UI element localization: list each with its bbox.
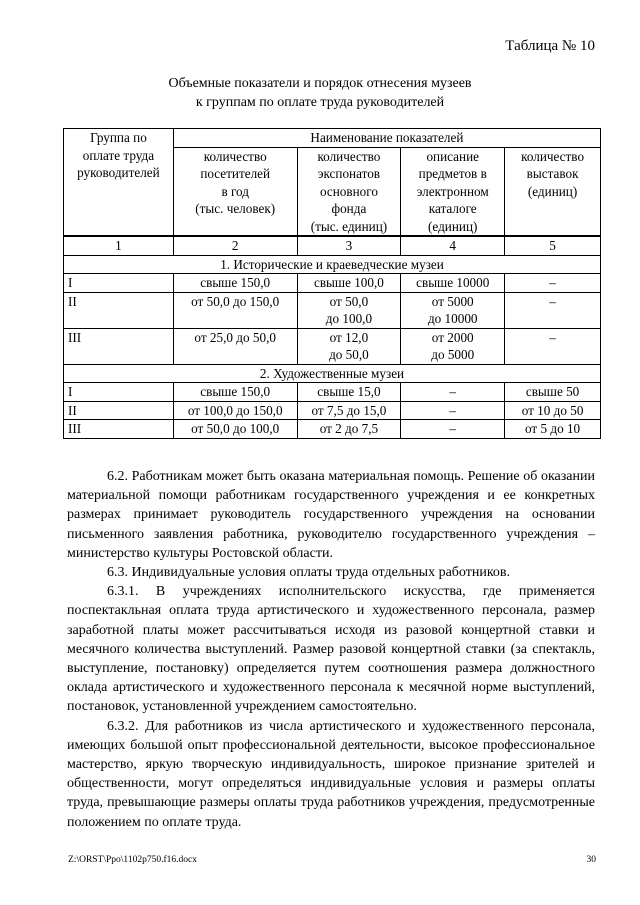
header-col4	[401, 147, 505, 236]
cell-line: от 5000	[431, 293, 474, 309]
value-cell	[401, 292, 505, 328]
value-cell	[505, 420, 601, 439]
header-text: (тыс. человек)	[195, 201, 276, 216]
header-indicators-cell: Наименование показателей	[173, 129, 600, 148]
column-number: 5	[505, 236, 601, 255]
header-text: Группа по	[90, 130, 147, 145]
value-cell	[173, 420, 297, 439]
museum-groups-table	[63, 128, 601, 439]
header-text: выставок	[526, 166, 579, 181]
value-cell	[401, 274, 505, 293]
value-cell	[297, 401, 401, 420]
cell-line: –	[549, 293, 556, 309]
title-line: Объемные показатели и порядок отнесения музеев	[168, 76, 472, 91]
cell-line: –	[449, 402, 457, 418]
group-cell: III	[64, 328, 174, 364]
table-number: Таблица № 10	[505, 38, 595, 54]
table-title	[0, 74, 640, 112]
footer-file-path: Z:\ORST\Ppo\1102p750.f16.docx	[68, 855, 197, 865]
cell-line: до 50,0	[329, 347, 369, 362]
header-text: предметов в	[418, 166, 487, 181]
cell-line: от 12,0	[329, 329, 369, 345]
header-text: описание	[426, 148, 479, 164]
group-cell: II	[64, 292, 174, 328]
header-text: количество	[521, 148, 585, 164]
column-number: 4	[401, 236, 505, 255]
value-cell	[505, 328, 601, 364]
value-cell	[173, 292, 297, 328]
cell-line: свыше 50	[525, 384, 580, 399]
header-text: в год	[221, 183, 249, 199]
cell-line: от 10 до 50	[521, 402, 584, 418]
value-cell	[505, 274, 601, 293]
header-text: количество	[203, 148, 267, 164]
value-cell	[297, 328, 401, 364]
table-row	[64, 420, 601, 439]
section-title: 1. Исторические и краеведческие музеи	[64, 255, 601, 274]
footer-page-number: 30	[586, 855, 596, 865]
section-title: 2. Художественные музеи	[64, 364, 601, 383]
cell-line: от 25,0 до 50,0	[194, 329, 276, 345]
cell-line: до 100,0	[325, 311, 373, 326]
header-col5	[505, 147, 601, 236]
title-line: к группам по оплате труда руководителей	[195, 95, 445, 110]
table-row	[64, 292, 601, 328]
header-col2	[173, 147, 297, 236]
paragraph: 6.3.1. В учреждениях исполнительского искусства, где применяется поспектакльная оплата труда артистического и художественного персонала, размер заработной платы может рассчитываться исходя из разовой концертной ставки и месячного количества выступлений. Размер разовой концертной ставки (за спектакль, выступление, постановку) определяется путем соотношения размера должностного оклада артистического и художественного персонала к месячной норме выступлений, постановок, установленной учреждением самостоятельно.	[67, 584, 595, 715]
value-cell	[401, 401, 505, 420]
value-cell	[173, 328, 297, 364]
cell-line: от 2000	[431, 329, 474, 345]
cell-line: от 5 до 10	[524, 421, 581, 436]
value-cell	[505, 292, 601, 328]
value-cell	[173, 383, 297, 402]
value-cell	[401, 383, 505, 402]
cell-line: от 100,0 до 150,0	[187, 402, 283, 418]
cell-line: до 10000	[427, 311, 478, 326]
cell-line: от 2 до 7,5	[319, 421, 379, 436]
section-row	[64, 364, 601, 383]
paragraph: 6.2. Работникам может быть оказана материальная помощь. Решение об оказании материальной помощи работникам государственного учреждения и ее конкретных размерах принимает руководитель государственного учреждения на основании письменного заявления работника, руководителю государственного учреждения – министерство культуры Ростовской области.	[67, 469, 595, 561]
body-text	[67, 467, 595, 832]
cell-line: свыше 150,0	[200, 275, 271, 290]
value-cell	[401, 328, 505, 364]
column-number: 2	[173, 236, 297, 255]
value-cell	[297, 383, 401, 402]
table-row	[64, 383, 601, 402]
paragraph: 6.3.2. Для работников из числа артистического и художественного персонала, имеющих большой опыт профессиональной деятельности, высокое профессиональное мастерство, яркую творческую индивидуальность, широкое признание зрителей и общественности, могут определяться индивидуальные условия и размеры оплаты труда, превышающие размеры оплаты труда работников учреждения, предусмотренные положением по оплате труда.	[67, 718, 595, 830]
column-number-row	[64, 236, 601, 255]
group-cell: I	[64, 383, 174, 402]
cell-line: от 7,5 до 15,0	[311, 402, 387, 418]
column-number: 1	[64, 236, 174, 255]
cell-line: –	[449, 421, 457, 436]
cell-line: –	[549, 329, 556, 345]
header-row	[64, 129, 601, 148]
header-col3	[297, 147, 401, 236]
group-cell: III	[64, 420, 174, 439]
value-cell	[297, 274, 401, 293]
value-cell	[505, 383, 601, 402]
value-cell	[173, 401, 297, 420]
table-row	[64, 274, 601, 293]
cell-line: свыше 15,0	[317, 384, 381, 399]
header-text: электронном	[416, 183, 489, 199]
header-text: посетителей	[200, 166, 271, 181]
header-text: фонда	[331, 201, 367, 216]
header-text: оплате труда	[82, 147, 155, 163]
column-number: 3	[297, 236, 401, 255]
value-cell	[297, 420, 401, 439]
value-cell	[297, 292, 401, 328]
cell-line: свыше 150,0	[200, 384, 271, 399]
value-cell	[505, 401, 601, 420]
cell-line: от 50,0 до 100,0	[191, 421, 280, 436]
table-row	[64, 401, 601, 420]
table-row	[64, 328, 601, 364]
header-text: (единиц)	[527, 183, 578, 199]
header-text: руководителей	[77, 165, 160, 180]
value-cell	[401, 420, 505, 439]
cell-line: свыше 10000	[416, 275, 490, 290]
group-cell: II	[64, 401, 174, 420]
header-text: количество	[317, 148, 381, 164]
header-text: (единиц)	[428, 218, 478, 234]
cell-line: –	[449, 384, 457, 399]
value-cell	[173, 274, 297, 293]
header-text: каталоге	[428, 201, 477, 216]
section-row	[64, 255, 601, 274]
header-group-cell	[64, 129, 174, 237]
table-body	[64, 255, 601, 438]
cell-line: –	[549, 275, 556, 290]
header-text: экспонатов	[317, 166, 381, 181]
cell-line: от 50,0 до 150,0	[191, 293, 280, 309]
header-text: (тыс. единиц)	[310, 218, 388, 234]
cell-line: до 5000	[431, 347, 475, 362]
cell-line: от 50,0	[329, 293, 369, 309]
group-cell: I	[64, 274, 174, 293]
header-text: основного	[319, 183, 378, 199]
paragraph: 6.3. Индивидуальные условия оплаты труда отдельных работников.	[107, 565, 511, 581]
cell-line: свыше 100,0	[313, 275, 384, 290]
